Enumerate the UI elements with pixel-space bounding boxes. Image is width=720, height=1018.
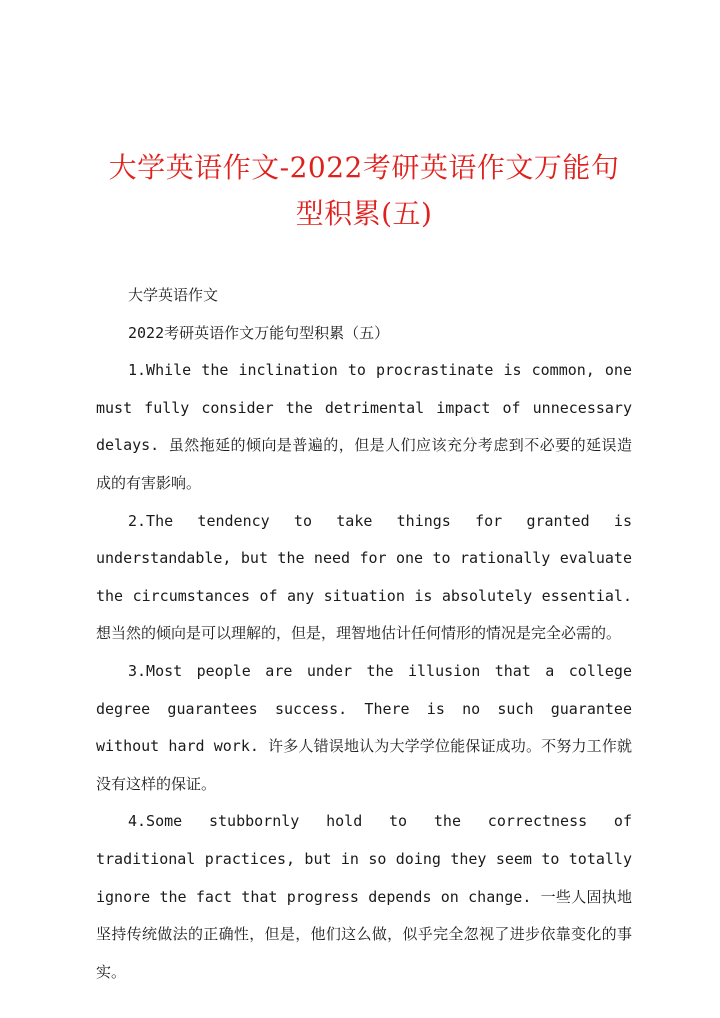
paragraph-subtitle: 2022考研英语作文万能句型积累（五） — [128, 323, 390, 342]
paragraph-sentence-4: 4.Some stubbornly hold to the correctness of traditional practices, but in so doing they seem to totally ignore the fact that progress depends on change. 一些人固执地坚持传统做法的正确性，但是，他们这么做，似乎完全忽视了进步依靠变化的事实。 — [96, 812, 632, 981]
paragraph-sentence-3: 3.Most people are under the illusion that a college degree guarantees success. There is no such guarantee without hard work. 许多人错误地认为大学学位能保证成功。不努力工作就没有这样的保证。 — [96, 661, 632, 793]
document-title: 大学英语作文-2022考研英语作文万能句型积累(五) — [108, 151, 620, 230]
paragraph-sentence-1: 1.While the inclination to procrastinate is common, one must fully consider the detrimental impact of unnecessary delays. 虽然拖延的倾向是普遍的，但是人们应该充分考虑到不必要的延误造成的有害影响。 — [96, 361, 632, 492]
paragraph-subject: 大学英语作文 — [128, 286, 219, 304]
paragraph-sentence-2: 2.The tendency to take things for granted is understandable, but the need for one to rationally evaluate the circumstances of any situation is absolutely essential. 想当然的倾向是可以理解的，但是，理智地估计任何情形的情况是完全必需的。 — [96, 511, 632, 643]
